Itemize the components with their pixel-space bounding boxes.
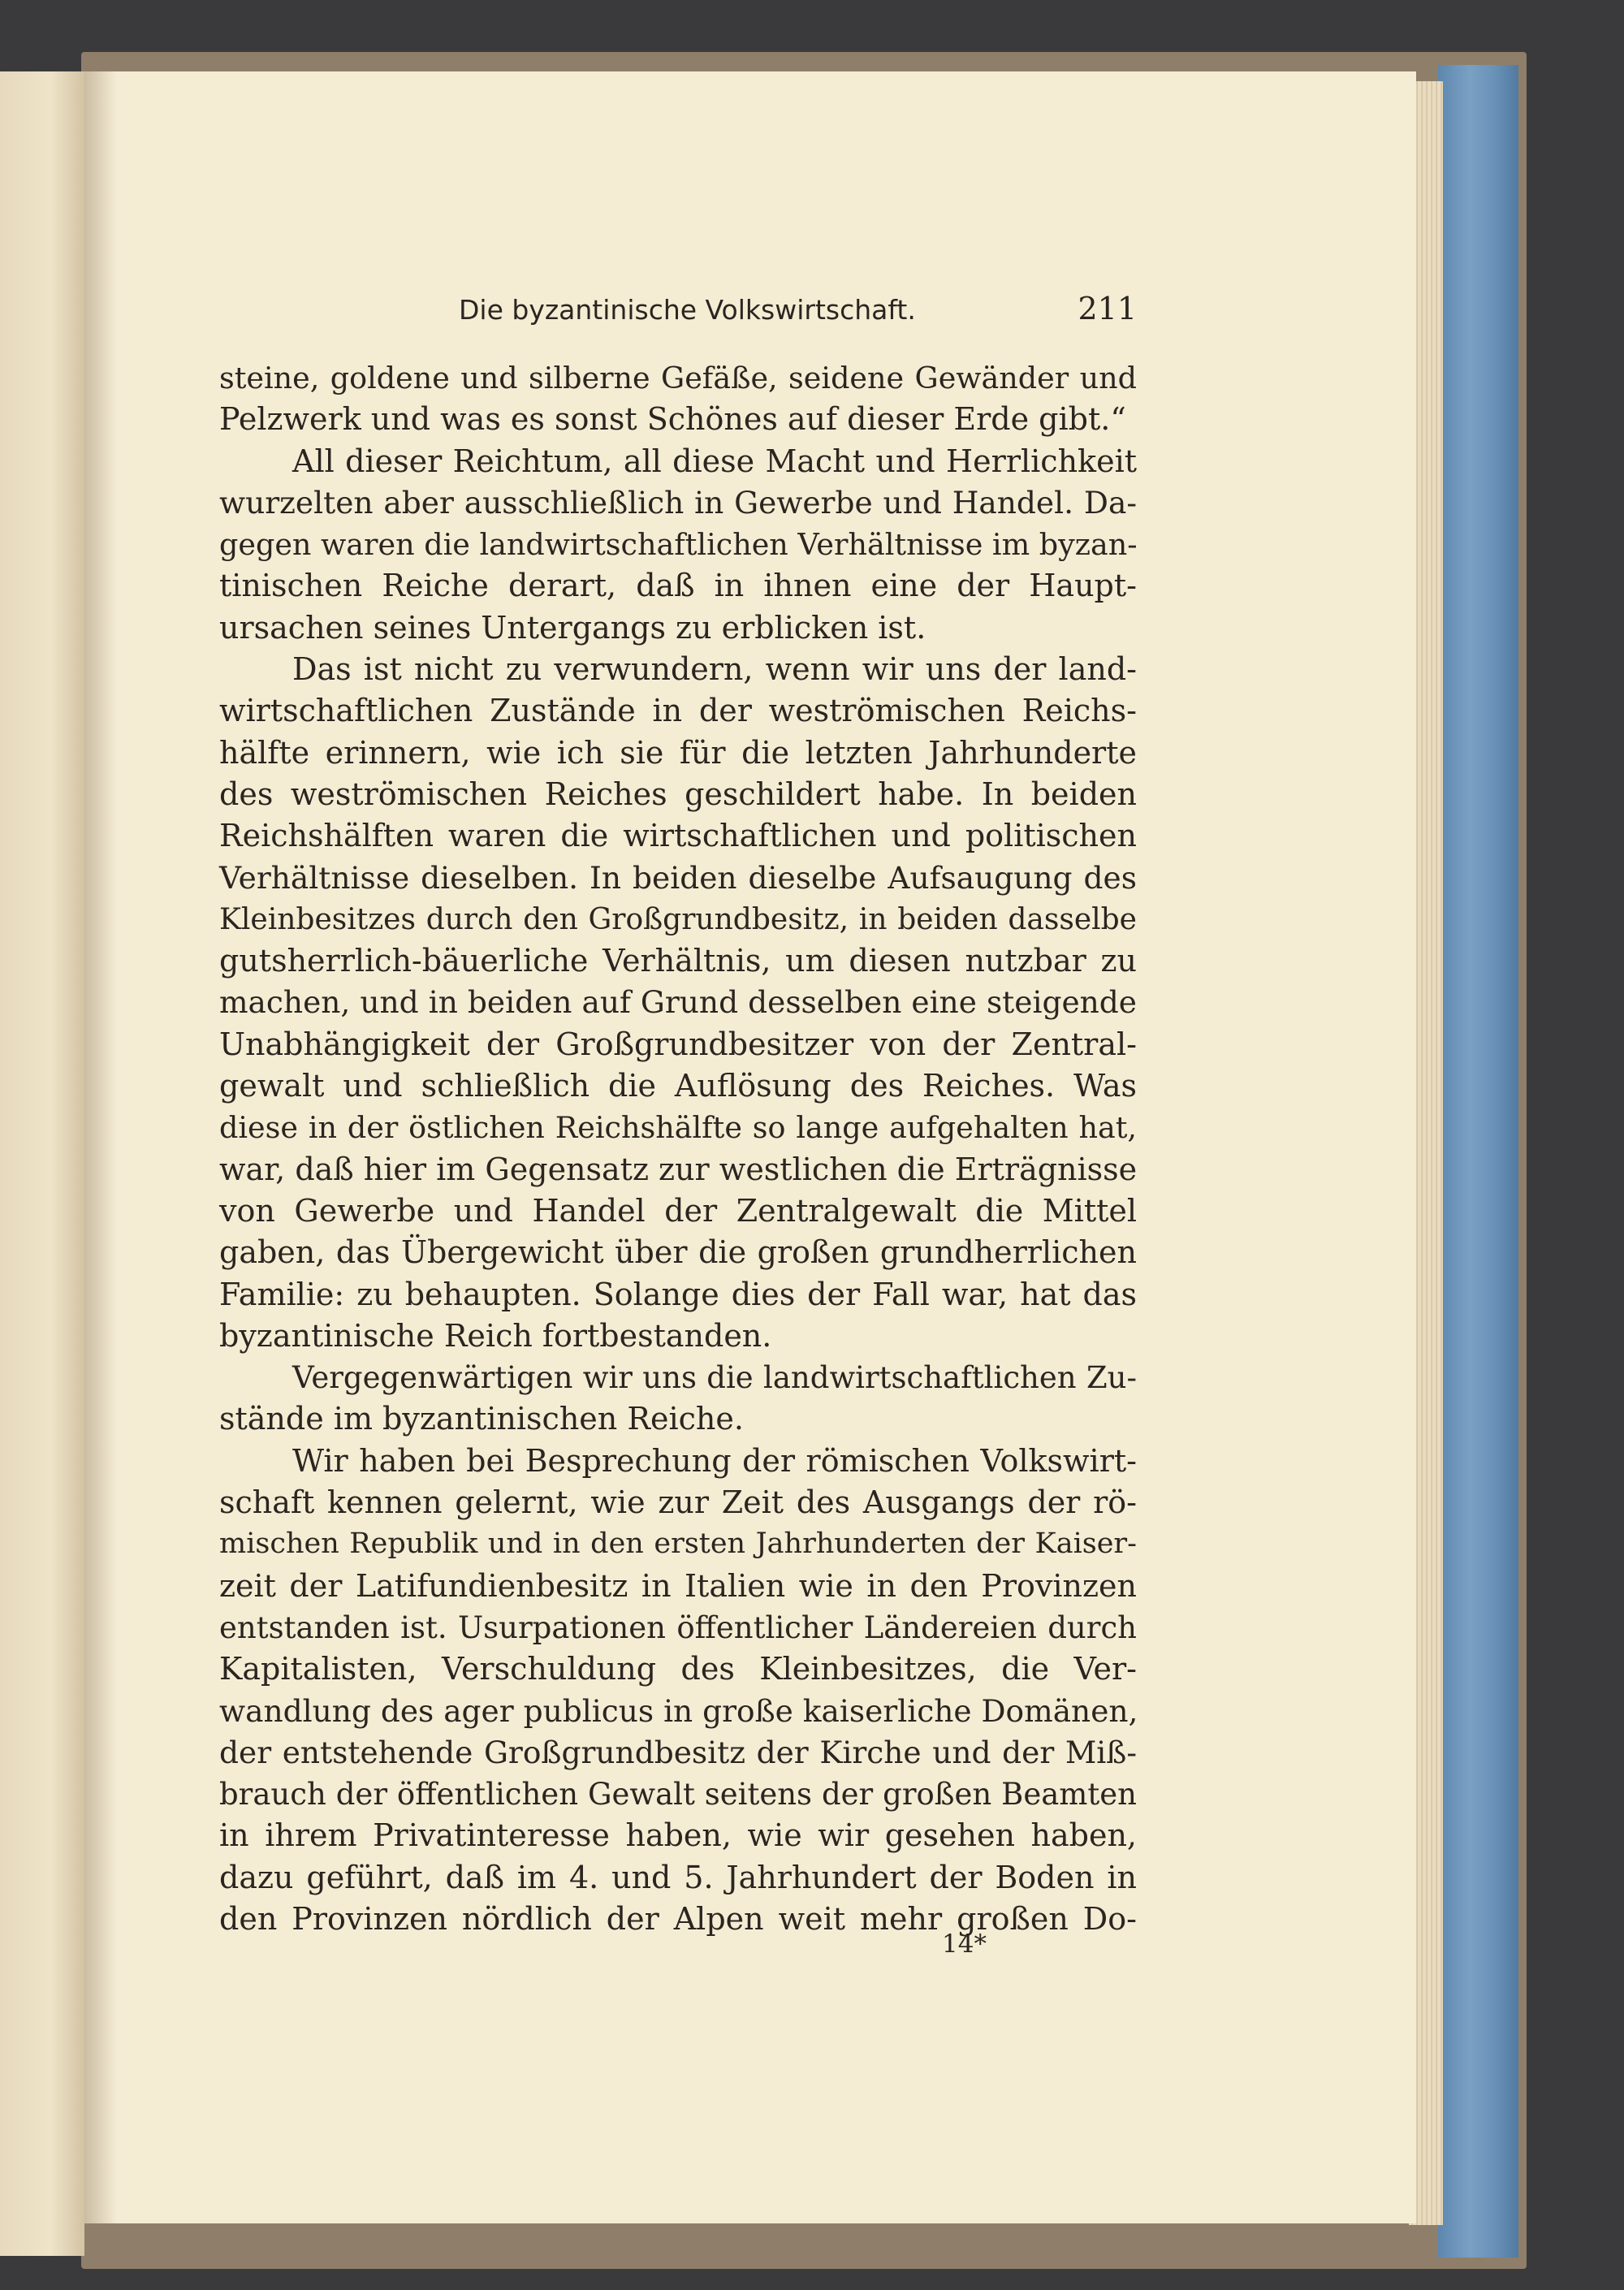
text-line: Reichshälften waren die wirtschaftlichen und politischen [219, 818, 1137, 854]
text-line: von Gewerbe und Handel der Zentralgewalt die Mittel [219, 1192, 1137, 1229]
text-line: wurzelten aber ausschließlich in Gewerbe und Handel. Da- [219, 484, 1137, 521]
text-line: Pelzwerk und was es sonst Schönes auf dieser Erde gibt.“ [219, 401, 1126, 438]
text-line: diese in der östlichen Reichshälfte so lange aufgehalten hat, [219, 1110, 1137, 1146]
text-line: mischen Republik und in den ersten Jahrhunderten der Kaiser- [219, 1527, 1137, 1561]
text-line: gewalt und schließlich die Auflösung des Reiches. Was [219, 1068, 1137, 1104]
text-line: dazu geführt, daß im 4. und 5. Jahrhundert der Boden in [219, 1859, 1137, 1895]
body-text [219, 357, 1137, 1940]
text-line: Vergegenwärtigen wir uns die landwirtschaftlichen Zu- [292, 1360, 1137, 1396]
text-line: byzantinische Reich fortbestanden. [219, 1317, 772, 1354]
text-line: steine, goldene und silberne Gefäße, seidene Gewänder und [219, 361, 1137, 395]
facing-page-edge [0, 71, 84, 2256]
text-line: schaft kennen gelernt, wie zur Zeit des Ausgangs der rö- [219, 1484, 1137, 1521]
running-head-title: Die byzantinische Volkswirtschaft. [459, 294, 916, 326]
text-line: entstanden ist. Usurpationen öffentlicher Ländereien durch [219, 1609, 1137, 1645]
text-line: machen, und in beiden auf Grund desselben eine steigende [219, 984, 1137, 1021]
text-line: den Provinzen nördlich der Alpen weit mehr großen Do- [219, 1900, 1137, 1937]
text-line: hälfte erinnern, wie ich sie für die letzten Jahrhunderte [219, 734, 1137, 771]
text-line: stände im byzantinischen Reiche. [219, 1401, 744, 1437]
book-cover-cloth [1437, 65, 1518, 2258]
text-line: wirtschaftlichen Zustände in der weströmischen Reichs- [219, 693, 1137, 729]
text-line: zeit der Latifundienbesitz in Italien wie in den Provinzen [219, 1567, 1137, 1604]
text-line: wandlung des ager publicus in große kaiserliche Domänen, [219, 1692, 1138, 1729]
text-line: in ihrem Privatinteresse haben, wie wir gesehen haben, [219, 1817, 1137, 1854]
text-line: der entstehende Großgrundbesitz der Kirche und der Miß- [219, 1734, 1137, 1770]
page-number: 211 [1078, 291, 1137, 326]
text-line: gaben, das Übergewicht über die großen grundherrlichen [219, 1234, 1137, 1271]
text-line: Kapitalisten, Verschuldung des Kleinbesitzes, die Ver- [219, 1651, 1137, 1687]
text-line: Kleinbesitzes durch den Großgrundbesitz, in beiden dasselbe [219, 902, 1137, 936]
gutter-shadow [84, 71, 117, 2223]
text-line: brauch der öffentlichen Gewalt seitens der großen Beamten [219, 1777, 1137, 1813]
text-line: des weströmischen Reiches geschildert habe. In beiden [219, 776, 1137, 812]
text-line: Unabhängigkeit der Großgrundbesitzer von der Zentral- [219, 1026, 1137, 1062]
text-line: ursachen seines Untergangs zu erblicken ist. [219, 609, 926, 646]
text-line: gegen waren die landwirtschaftlichen Verhältnisse im byzan- [219, 527, 1138, 563]
text-line: tinischen Reiche derart, daß in ihnen eine der Haupt- [219, 568, 1137, 604]
signature-mark: 14* [942, 1929, 987, 1959]
text-line: war, daß hier im Gegensatz zur westlichen die Erträgnisse [219, 1151, 1138, 1187]
text-line: Wir haben bei Besprechung der römischen Volkswirt- [292, 1442, 1137, 1479]
text-line: All dieser Reichtum, all diese Macht und Herrlichkeit [292, 443, 1137, 479]
text-line: gutsherrlich-bäuerliche Verhältnis, um diesen nutzbar zu [219, 943, 1137, 979]
text-line: Verhältnisse dieselben. In beiden dieselbe Aufsaugung des [219, 859, 1137, 896]
running-head [219, 289, 1137, 338]
text-line: Familie: zu behaupten. Solange dies der Fall war, hat das [219, 1276, 1137, 1312]
text-line: Das ist nicht zu verwundern, wenn wir uns der land- [292, 651, 1137, 688]
